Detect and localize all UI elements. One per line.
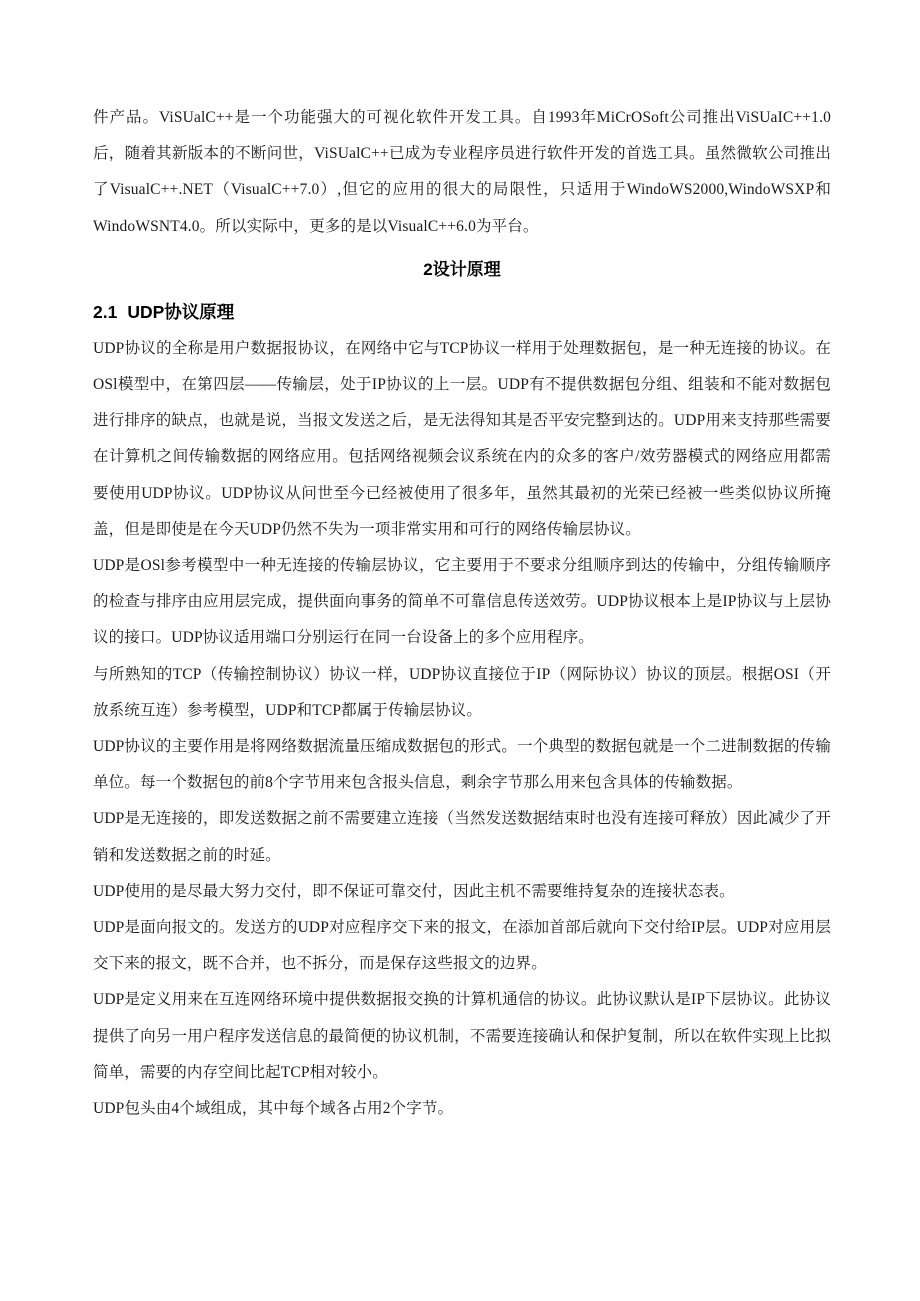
- body-paragraph-5: UDP是无连接的，即发送数据之前不需要建立连接（当然发送数据结束时也没有连接可释放）因此减少了开销和发送数据之前的时延。: [93, 810, 831, 864]
- section-heading: [93, 291, 831, 331]
- section-title: UDP协议原理: [127, 301, 235, 322]
- body-paragraph-2: UDP是OSl参考模型中一种无连接的传输层协议，它主要用于不要求分组顺序到达的传输中，分组传输顺序的检查与排序由应用层完成，提供面向事务的简单不可靠信息传送效劳。UDP协议根本上是IP协议与上层协议的接口。UDP协议适用端口分别运行在同一台设备上的多个应用程序。: [93, 557, 831, 647]
- body-paragraph-9: UDP包头由4个域组成，其中每个域各占用2个字节。: [93, 1100, 454, 1118]
- body-paragraph-3: 与所熟知的TCP（传输控制协议）协议一样，UDP协议直接位于IP（网际协议）协议的顶层。根据OSI（开放系统互连）参考模型，UDP和TCP都属于传输层协议。: [93, 665, 831, 719]
- document-page: [93, 100, 831, 1127]
- section-number: 2.1: [93, 301, 118, 322]
- body-paragraph-6: UDP使用的是尽最大努力交付，即不保证可靠交付，因此主机不需要维持复杂的连接状态表。: [93, 882, 735, 900]
- body-paragraph-8: UDP是定义用来在互连网络环境中提供数据报交换的计算机通信的协议。此协议默认是IP下层协议。此协议提供了向另一用户程序发送信息的最简便的协议机制，不需要连接确认和保护复制，所以在软件实现上比拟简单，需要的内存空间比起TCP相对较小。: [93, 991, 831, 1081]
- body-paragraph-4: UDP协议的主要作用是将网络数据流量压缩成数据包的形式。一个典型的数据包就是一个二进制数据的传输单位。每一个数据包的前8个字节用来包含报头信息，剩余字节那么用来包含具体的传输数据。: [93, 738, 831, 792]
- body-paragraph-1: UDP协议的全称是用户数据报协议，在网络中它与TCP协议一样用于处理数据包，是一种无连接的协议。在OSl模型中，在第四层——传输层，处于IP协议的上一层。UDP有不提供数据包分组、组装和不能对数据包进行排序的缺点，也就是说，当报文发送之后，是无法得知其是否平安完整到达的。UDP用来支持那些需要在计算机之间传输数据的网络应用。包括网络视频会议系统在内的众多的客户/效劳器模式的网络应用都需要使用UDP协议。UDP协议从问世至今已经被使用了很多年，虽然其最初的光荣已经被一些类似协议所掩盖，但是即使是在今天UDP仍然不失为一项非常实用和可行的网络传输层协议。: [93, 339, 831, 538]
- body-paragraph-7: UDP是面向报文的。发送方的UDP对应程序交下来的报文，在添加首部后就向下交付给IP层。UDP对应用层交下来的报文，既不合并，也不拆分，而是保存这些报文的边界。: [93, 919, 831, 973]
- chapter-title: 2设计原理: [423, 259, 501, 279]
- intro-paragraph: 件产品。ViSUalC++是一个功能强大的可视化软件开发工具。自1993年MiCrOSoft公司推出ViSUaIC++1.0后，随着其新版本的不断问世，ViSUalC++已成为专业程序员进行软件开发的首选工具。虽然微软公司推出了VisualC++.NET（VisualC++7.0）,但它的应用的很大的局限性，只适用于WindoWS2000,WindoWSXP和WindoWSNT4.0。所以实际中，更多的是以VisualC++6.0为平台。: [93, 109, 831, 235]
